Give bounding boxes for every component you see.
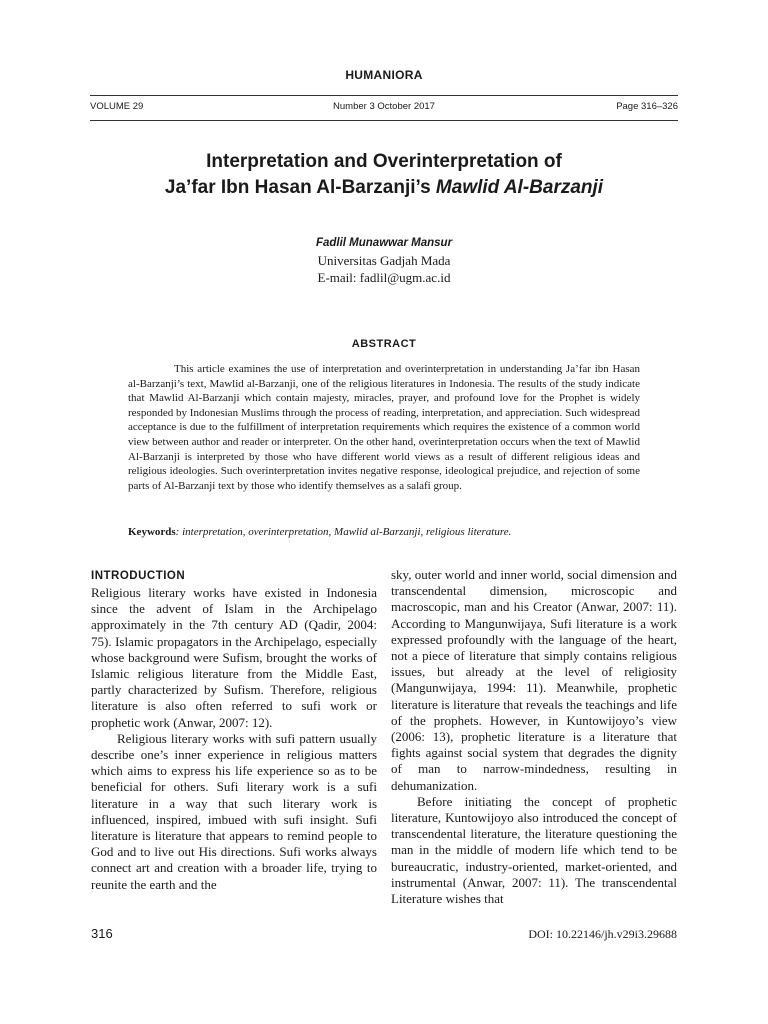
author-email: E-mail: fadlil@ugm.ac.id xyxy=(317,270,451,285)
body-column-left xyxy=(91,567,377,893)
title-line-2-plain: Ja’far Ibn Hasan Al-Barzanji’s xyxy=(164,177,436,198)
header-rule-bottom xyxy=(90,120,678,121)
title-line-1: Interpretation and Overinterpretation of xyxy=(206,151,562,172)
header-rule-top xyxy=(90,95,678,96)
abstract-text: This article examines the use of interpretation and overinterpretation in understanding Ja’far ibn Hasan al-Barzanji’s text, Mawlid al-Barzanji, one of the religious literatures in Indonesia. The results of the study indicate that Mawlid Al-Barzanji which contain majesty, miracles, prayer, and profound love for the Prophet is widely responded by Indonesian Muslims through the process of reading, interpretation, and appreciation. Such widespread acceptance is due to the fulfillment of interpretation requirements which requires the existence of a common world view between author and reader or interpreter. On the other hand, overinterpretation occurs when the text of Mawlid Al-Barzanji is interpreted by those who have different world views as a result of different religious ideas and religious ideologies. Such overinterpretation invites negative response, ideological prejudice, and rejection of some parts of Al-Barzanji text by those who identify themselves as a salafi group. xyxy=(128,363,640,492)
title-line-2-italic: Mawlid Al-Barzanji xyxy=(435,177,604,198)
paragraph: Religious literary works with sufi pattern usually describe one’s inner experience in religious matters which aims to express his life experience so as to be beneficial for others. Sufi literary work is a sufi literature in a way that such literary work is influenced, inspired, imbued with sufi insight. Sufi literature is literature that appears to remind people to God and to live out His directions. Sufi works always connect art and creation with a broader life, trying to reunite the earth and the xyxy=(91,730,377,892)
keywords-line xyxy=(128,526,640,538)
section-heading-introduction: INTRODUCTION xyxy=(91,570,186,582)
author-affiliation: Universitas Gadjah Mada xyxy=(317,253,451,268)
issue-number: Number 3 October 2017 xyxy=(333,101,435,112)
paragraph: Before initiating the concept of prophetic literature, Kuntowijoyo also introduced the concept of transcendental literature, the literature questioning the man in the middle of modern life which tend to be bureaucratic, industry-oriented, market-oriented, and instrumental (Anwar, 2007: 11). The transcendental Literature wishes that xyxy=(391,793,677,907)
page-range: Page 316–326 xyxy=(616,101,678,112)
page-number: 316 xyxy=(91,926,113,941)
article-title xyxy=(60,149,708,201)
keywords-label: Keywords xyxy=(128,526,176,538)
author-name: Fadlil Munawwar Mansur xyxy=(315,237,453,249)
journal-name: HUMANIORA xyxy=(345,68,423,82)
keywords-text: : interpretation, overinterpretation, Mawlid al-Barzanji, religious literature. xyxy=(175,526,512,538)
abstract-heading: ABSTRACT xyxy=(351,338,417,350)
author-block xyxy=(0,235,768,286)
volume-label: VOLUME 29 xyxy=(90,101,144,112)
doi-link[interactable]: DOI: 10.22146/jh.v29i3.29688 xyxy=(528,927,677,941)
paragraph: sky, outer world and inner world, social dimension and transcendental dimension, microscopic and macroscopic, man and his Creator (Anwar, 2007: 11). According to Mangunwijaya, Sufi literature is a work expressed profoundly with the language of the heart, not a piece of literature that simply contains religious issues, but already at the level of religiosity (Mangunwijaya, 1994: 11). Meanwhile, prophetic literature is literature that reveals the teachings and life of the prophets. However, in Kuntowijoyo’s view (2006: 13), prophetic literature is a literature that fights against social system that degrades the dignity of man to narrow-mindedness, resulting in dehumanization. xyxy=(391,567,677,793)
body-column-right xyxy=(391,567,677,907)
paragraph: Religious literary works have existed in Indonesia since the advent of Islam in the Archipelago approximately in the 7th century AD (Qadir, 2004: 75). Islamic propagators in the Archipelago, especially whose background were Sufism, brought the works of Islamic religious literature from the Middle East, partly characterized by Sufism. Therefore, religious literature is also often referred to sufi work or prophetic work (Anwar, 2007: 12). xyxy=(91,585,377,730)
title-line-2 xyxy=(60,175,708,201)
